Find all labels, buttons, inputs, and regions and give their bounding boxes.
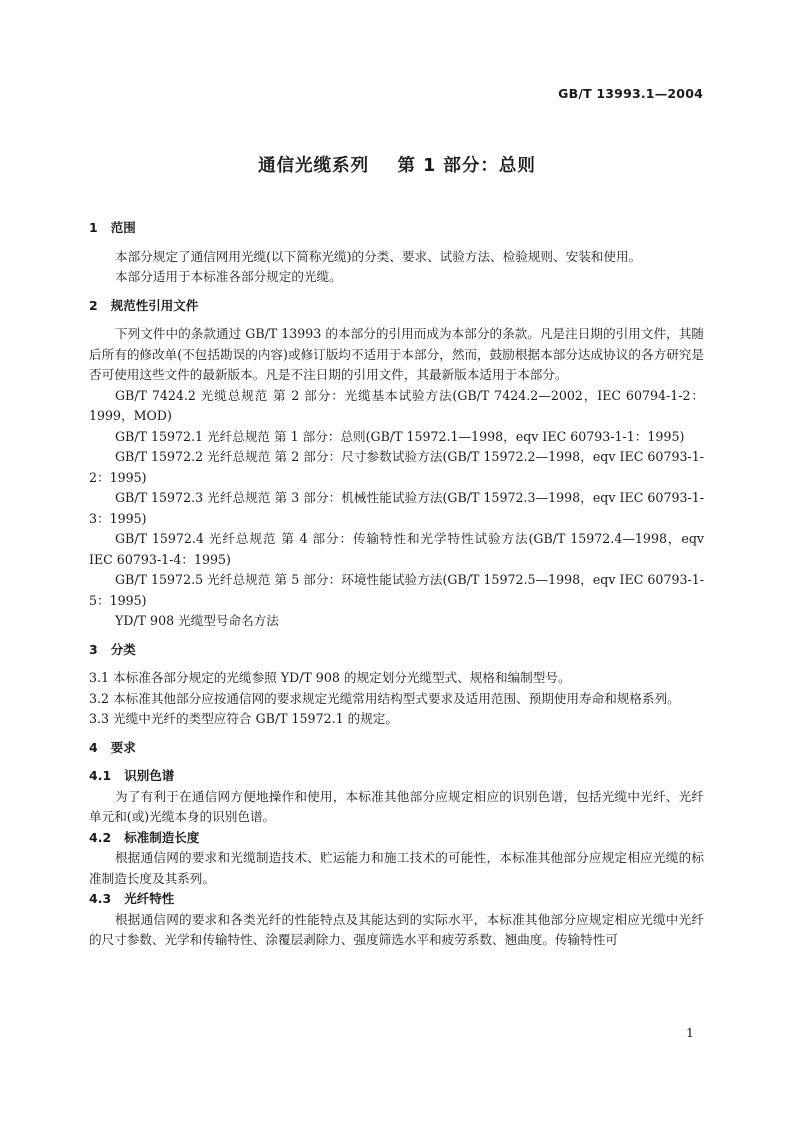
- reference-item: YD/T 908 光缆型号命名方法: [115, 613, 279, 628]
- section-heading: 2 规范性引用文件: [89, 297, 199, 313]
- subsection-heading: 4.2 标准制造长度: [89, 829, 200, 845]
- subsection-heading: 4.1 识别色谱: [89, 768, 175, 783]
- section-classification: [89, 640, 704, 730]
- document-title: 通信光缆系列 第 1 部分：总则: [258, 156, 536, 176]
- standard-number: GB/T 13993.1—2004: [558, 86, 703, 101]
- paragraph: 下列文件中的条款通过 GB/T 13993 的本部分的引用而成为本部分的条款。凡是注日期的引用文件，其随后所有的修改单(不包括勘误的内容)或修订版均不适用于本部分，然而，鼓励根据本部分达成协议的各方研究是否可使用这些文件的最新版本。凡是不注日期的引用文件，其最新版本适用于本部分。: [89, 326, 704, 382]
- reference-item: GB/T 15972.3 光纤总规范 第 3 部分：机械性能试验方法(GB/T 15972.3—1998，eqv IEC 60793-1-3：1995): [89, 490, 704, 526]
- reference-item: GB/T 15972.5 光纤总规范 第 5 部分：环境性能试验方法(GB/T 15972.5—1998，eqv IEC 60793-1-5：1995): [89, 572, 704, 608]
- paragraph: 根据通信网的要求和光缆制造技术、贮运能力和施工技术的可能性，本标准其他部分应规定相应光缆的标准制造长度及其系列。: [89, 850, 704, 886]
- section-normative-references: [89, 296, 704, 632]
- paragraph: 本部分适用于本标准各部分规定的光缆。: [115, 269, 342, 284]
- reference-item: GB/T 15972.4 光纤总规范 第 4 部分：传输特性和光学特性试验方法(GB/T 15972.4—1998，eqv IEC 60793-1-4：1995): [89, 531, 704, 567]
- reference-item: GB/T 15972.2 光纤总规范 第 2 部分：尺寸参数试验方法(GB/T 15972.2—1998，eqv IEC 60793-1-2：1995): [89, 449, 704, 485]
- section-heading: 3 分类: [89, 641, 136, 657]
- clause: 3.1 本标准各部分规定的光缆参照 YD/T 908 的规定划分光缆型式、规格和编制型号。: [89, 670, 571, 685]
- document-body: [89, 218, 704, 959]
- paragraph: 根据通信网的要求和各类光纤的性能特点及其能达到的实际水平，本标准其他部分应规定相应光缆中光纤的尺寸参数、光学和传输特性、涂覆层剥除力、强度筛选水平和疲劳系数、翘曲度。传输特性可: [89, 911, 704, 947]
- clause: 3.2 本标准其他部分应按通信网的要求规定光缆常用结构型式要求及适用范围、预期使用寿命和规格系列。: [89, 690, 680, 706]
- paragraph: 本部分规定了通信网用光缆(以下简称光缆)的分类、要求、试验方法、检验规则、安装和使用。: [115, 248, 642, 264]
- section-scope: [89, 218, 704, 288]
- page-number: 1: [686, 1025, 694, 1040]
- subsection-heading: 4.3 光纤特性: [89, 891, 175, 906]
- paragraph: 为了有利于在通信网方便地操作和使用，本标准其他部分应规定相应的识别色谱，包括光缆中光纤、光纤单元和(或)光缆本身的识别色谱。: [89, 788, 704, 824]
- section-heading: 4 要求: [89, 739, 136, 755]
- reference-item: GB/T 7424.2 光缆总规范 第 2 部分：光缆基本试验方法(GB/T 7424.2—2002，IEC 60794-1-2：1999，MOD): [89, 387, 704, 423]
- reference-item: GB/T 15972.1 光纤总规范 第 1 部分：总则(GB/T 15972.1—1998，eqv IEC 60793-1-1：1995): [115, 428, 685, 444]
- section-requirements: [89, 738, 704, 951]
- section-heading: 1 范围: [89, 220, 136, 235]
- clause: 3.3 光缆中光纤的类型应符合 GB/T 15972.1 的规定。: [89, 711, 398, 726]
